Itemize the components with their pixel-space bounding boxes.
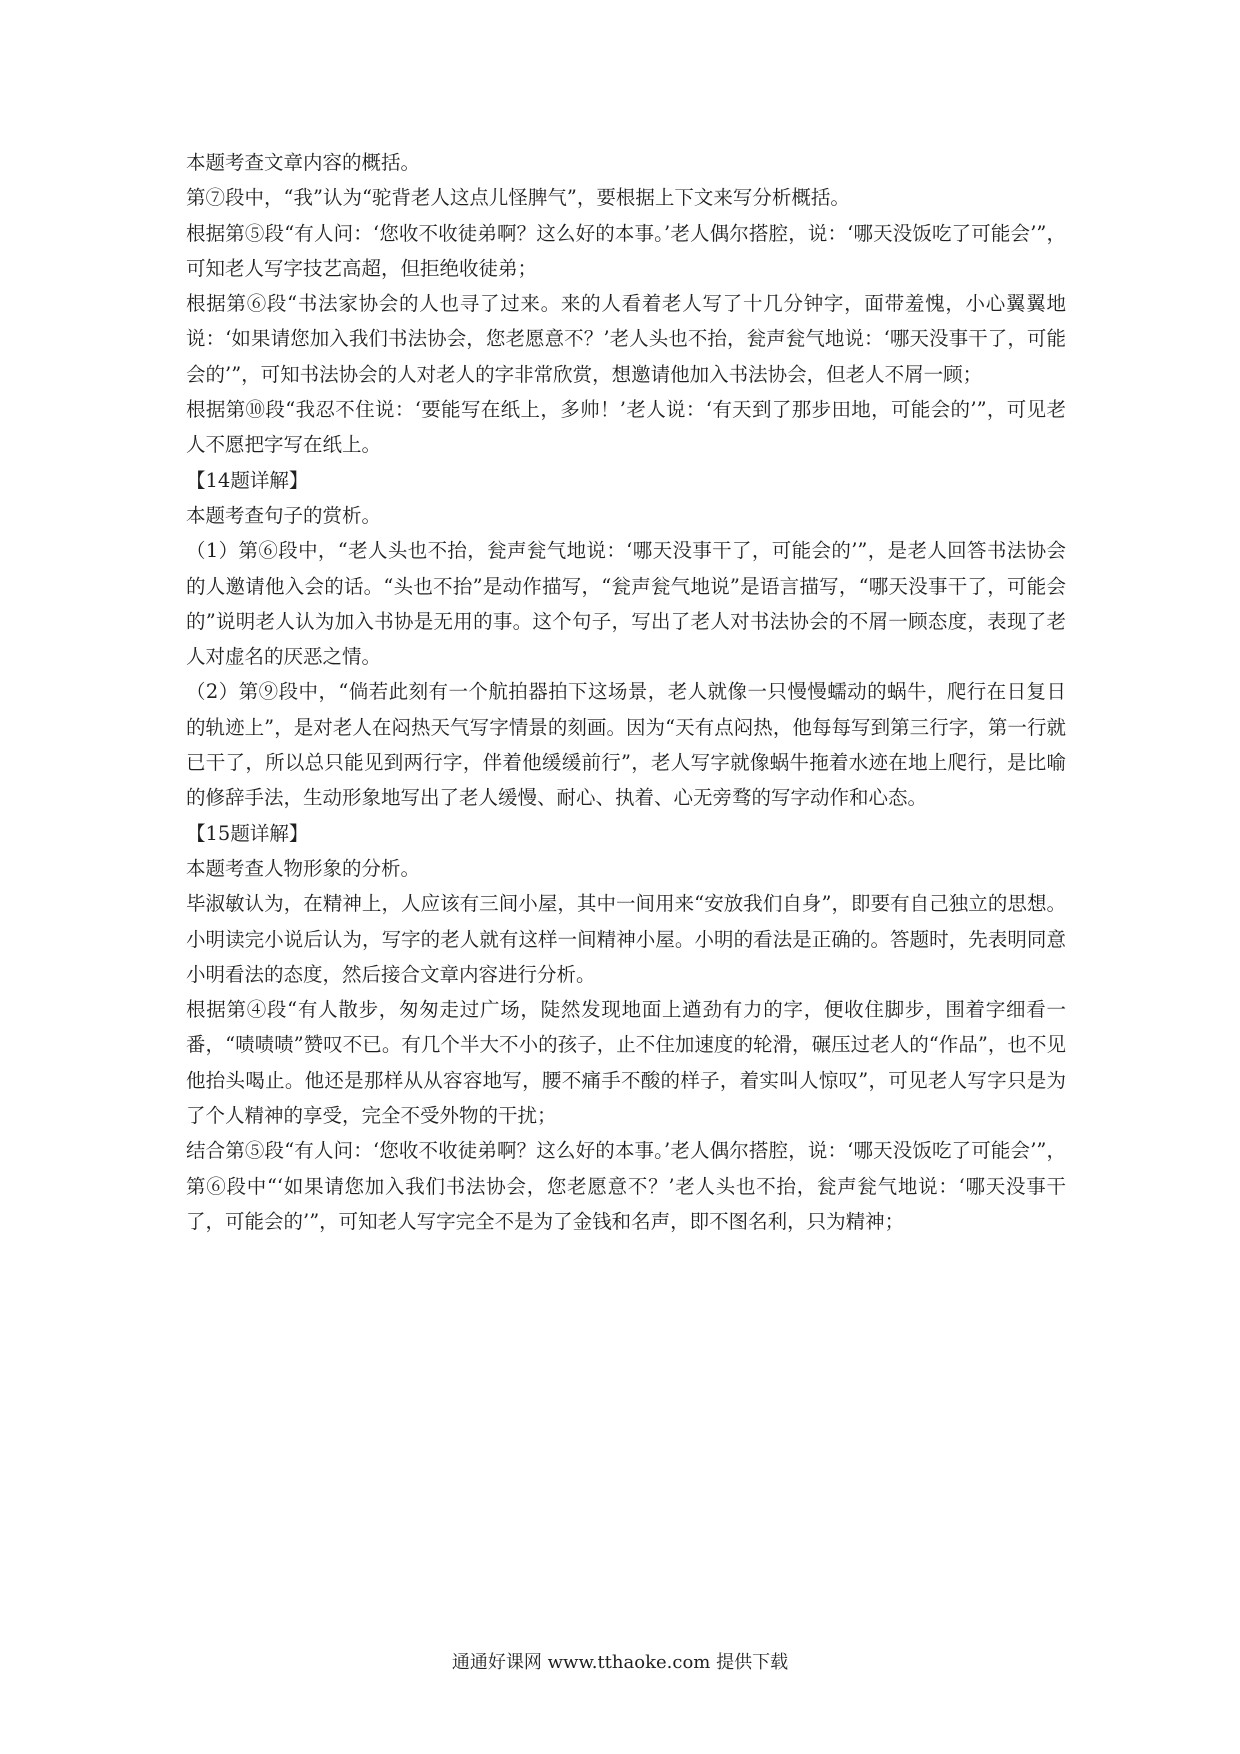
- paragraph-section-5: 根据第⑤段“有人问：‘您收不收徒弟啊？这么好的本事。’老人偶尔搭腔，说：‘哪天没饭吃了可能会’”，可知老人写字技艺高超，但拒绝收徒弟；: [186, 221, 1066, 280]
- paragraph-section-10: 根据第⑩段“我忍不住说：‘要能写在纸上，多帅！’老人说：‘有天到了那步田地，可能会的’”，可见老人不愿把字写在纸上。: [186, 398, 1066, 457]
- paragraph-q14-intro: 本题考查句子的赏析。: [186, 503, 382, 527]
- paragraph-q14-part-2: （2）第⑨段中，“倘若此刻有一个航拍器拍下这场景，老人就像一只慢慢蠕动的蜗牛，爬行在日复日的轨迹上”，是对老人在闷热天气写字情景的刻画。因为“天有点闷热，他每每写到第三行字，第一行就已干了，所以总只能见到两行字，伴着他缓缓前行”，老人写字就像蜗牛拖着水迹在地上爬行，是比喻的修辞手法，生动形象地写出了老人缓慢、耐心、执着、心无旁骛的写字动作和心态。: [186, 680, 1066, 810]
- heading-question-15: 【15题详解】: [186, 821, 309, 845]
- paragraph-section-6: 根据第⑥段“书法家协会的人也寻了过来。来的人看着老人写了十几分钟字，面带羞愧，小心翼翼地说：‘如果请您加入我们书法协会，您老愿意不？’老人头也不抬，瓮声瓮气地说：‘哪天没事干了，可能会的’”，可知书法协会的人对老人的字非常欣赏，想邀请他加入书法协会，但老人不屑一顾；: [186, 292, 1066, 386]
- paragraph-q15-section-5-6: 结合第⑤段“有人问：‘您收不收徒弟啊？这么好的本事。’老人偶尔搭腔，说：‘哪天没饭吃了可能会’”，第⑥段中“‘如果请您加入我们书法协会，您老愿意不？’老人头也不抬，瓮声瓮气地说：‘哪天没事干了，可能会的’”，可知老人写字完全不是为了金钱和名声，即不图名利，只为精神；: [186, 1139, 1066, 1233]
- paragraph-q15-section-4: 根据第④段“有人散步，匆匆走过广场，陡然发现地面上遒劲有力的字，便收住脚步，围着字细看一番，“啧啧啧”赞叹不已。有几个半大不小的孩子，止不住加速度的轮滑，碾压过老人的“作品”，也不见他抬头喝止。他还是那样从从容容地写，腰不痛手不酸的样子，着实叫人惊叹”，可见老人写字只是为了个人精神的享受，完全不受外物的干扰；: [186, 998, 1066, 1128]
- paragraph-q14-part-1: （1）第⑥段中，“老人头也不抬，瓮声瓮气地说：‘哪天没事干了，可能会的’”，是老人回答书法协会的人邀请他入会的话。“头也不抬”是动作描写，“瓮声瓮气地说”是语言描写，“哪天没事干了，可能会的”说明老人认为加入书协是无用的事。这个句子，写出了老人对书法协会的不屑一顾态度，表现了老人对虚名的厌恶之情。: [186, 539, 1066, 669]
- paragraph-q15-intro: 本题考查人物形象的分析。: [186, 856, 421, 880]
- paragraph-q15-opinion: 毕淑敏认为，在精神上，人应该有三间小屋，其中一间用来“安放我们自身”，即要有自己独立的思想。小明读完小说后认为，写字的老人就有这样一间精神小屋。小明的看法是正确的。答题时，先表明同意小明看法的态度，然后接合文章内容进行分析。: [186, 892, 1066, 986]
- paragraph-section-7: 第⑦段中，“我”认为“驼背老人这点儿怪脾气”，要根据上下文来写分析概括。: [186, 186, 850, 210]
- document-body: [186, 145, 1066, 1239]
- paragraph-summary-intro: 本题考查文章内容的概括。: [186, 151, 421, 174]
- page-footer: 通通好课网 www.tthaoke.com 提供下载: [451, 1652, 789, 1673]
- heading-question-14: 【14题详解】: [186, 468, 309, 492]
